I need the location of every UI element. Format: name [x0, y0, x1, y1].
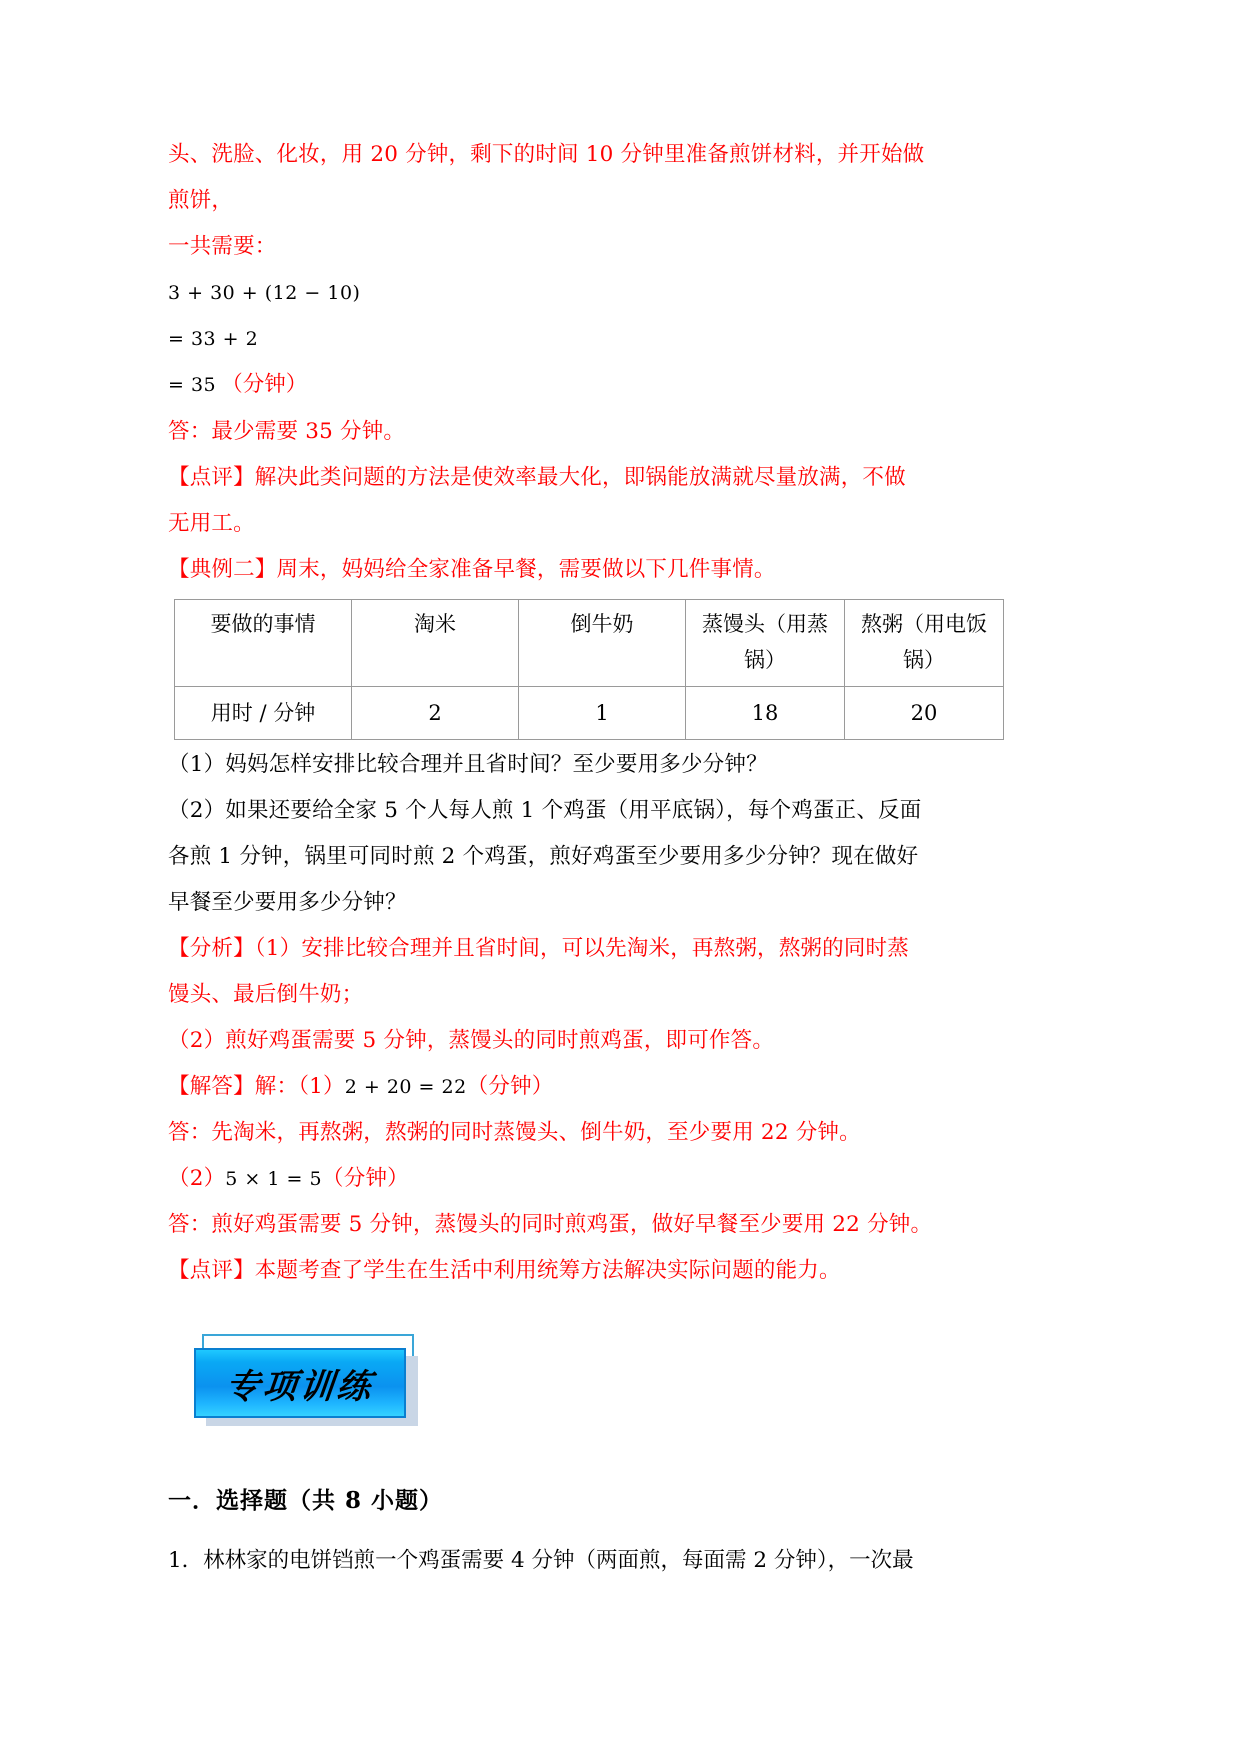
example-two-question-2-line-2: 各煎 1 分钟，锅里可同时煎 2 个鸡蛋，煎好鸡蛋至少要用多少分钟？现在做好	[168, 844, 919, 869]
practice-section-heading: 一．选择题（共 8 小题）	[168, 1487, 444, 1514]
table-header-cell-3: 蒸馒头（用蒸锅）	[686, 600, 845, 687]
solution-unit-2: （分钟）	[322, 1166, 409, 1191]
answer-line-example-one: 答：最少需要 35 分钟。	[168, 419, 406, 444]
solution-continued-line-2: 煎饼，	[168, 188, 234, 213]
example-two-question-2-line-3: 早餐至少要用多少分钟？	[168, 890, 407, 915]
total-needed-label: 一共需要：	[168, 234, 277, 259]
solution-math-2: 5 × 1 = 5	[225, 1168, 323, 1190]
example-two-comment: 【点评】本题考查了学生在生活中利用统筹方法解决实际问题的能力。	[168, 1258, 841, 1283]
table-value-cell-1: 1	[519, 687, 686, 740]
table-header-cell-0: 要做的事情	[175, 600, 352, 687]
solution-math-1: 2 + 20 = 22	[344, 1076, 467, 1098]
solution-label-2: （2）	[168, 1166, 226, 1191]
comment-line-1: 【点评】解决此类问题的方法是使效率最大化，即锅能放满就尽量放满，不做	[168, 465, 906, 490]
table-header-cell-2: 倒牛奶	[519, 600, 686, 687]
math-expression-line-3	[168, 362, 1074, 409]
table-row-label: 用时 / 分钟	[175, 687, 352, 740]
solution-label: 【解答】解：（1）	[168, 1074, 345, 1099]
solution-answer-2: 答：煎好鸡蛋需要 5 分钟，蒸馒头的同时煎鸡蛋，做好早餐至少要用 22 分钟。	[168, 1212, 933, 1237]
analysis-line-3: （2）煎好鸡蛋需要 5 分钟，蒸馒头的同时煎鸡蛋，即可作答。	[168, 1028, 775, 1053]
table-value-cell-2: 18	[686, 687, 845, 740]
table-header-cell-4: 熬粥（用电饭锅）	[845, 600, 1004, 687]
solution-line-2	[168, 1156, 1074, 1202]
solution-line-1	[168, 1064, 1074, 1110]
practice-item-1: 1．林林家的电饼铛煎一个鸡蛋需要 4 分钟（两面煎，每面需 2 分钟），一次最	[168, 1548, 914, 1573]
analysis-line-1: 【分析】（1）安排比较合理并且省时间，可以先淘米，再熬粥，熬粥的同时蒸	[168, 936, 909, 961]
math-result-unit: （分钟）	[221, 372, 308, 397]
special-training-banner	[186, 1334, 446, 1444]
example-two-question-2-line-1: （2）如果还要给全家 5 个人每人煎 1 个鸡蛋（用平底锅），每个鸡蛋正、反面	[168, 798, 922, 823]
example-two-question-1: （1）妈妈怎样安排比较合理并且省时间？至少要用多少分钟？	[168, 752, 768, 777]
table-header-cell-1: 淘米	[352, 600, 519, 687]
math-expression-line-1: 3 + 30 + (12 − 10)	[168, 282, 361, 304]
math-result-value: = 35	[168, 374, 217, 396]
task-time-table	[174, 599, 1004, 740]
solution-continued-line-1: 头、洗脸、化妆，用 20 分钟，剩下的时间 10 分钟里准备煎饼材料，并开始做	[168, 142, 925, 167]
table-value-row	[175, 687, 1004, 740]
solution-unit-1: （分钟）	[466, 1074, 554, 1099]
analysis-line-2: 馒头、最后倒牛奶；	[168, 982, 364, 1007]
math-expression-line-2: = 33 + 2	[168, 328, 259, 350]
document-body	[168, 132, 1074, 1584]
example-two-prompt: 【典例二】周末，妈妈给全家准备早餐，需要做以下几件事情。	[168, 557, 776, 582]
table-header-row	[175, 600, 1004, 687]
table-value-cell-0: 2	[352, 687, 519, 740]
banner-plate	[194, 1348, 406, 1418]
comment-line-2: 无用工。	[168, 511, 255, 536]
banner-label: 专项训练	[223, 1366, 376, 1407]
table-value-cell-3: 20	[845, 687, 1004, 740]
solution-answer-1: 答：先淘米，再熬粥，熬粥的同时蒸馒头、倒牛奶，至少要用 22 分钟。	[168, 1120, 861, 1145]
